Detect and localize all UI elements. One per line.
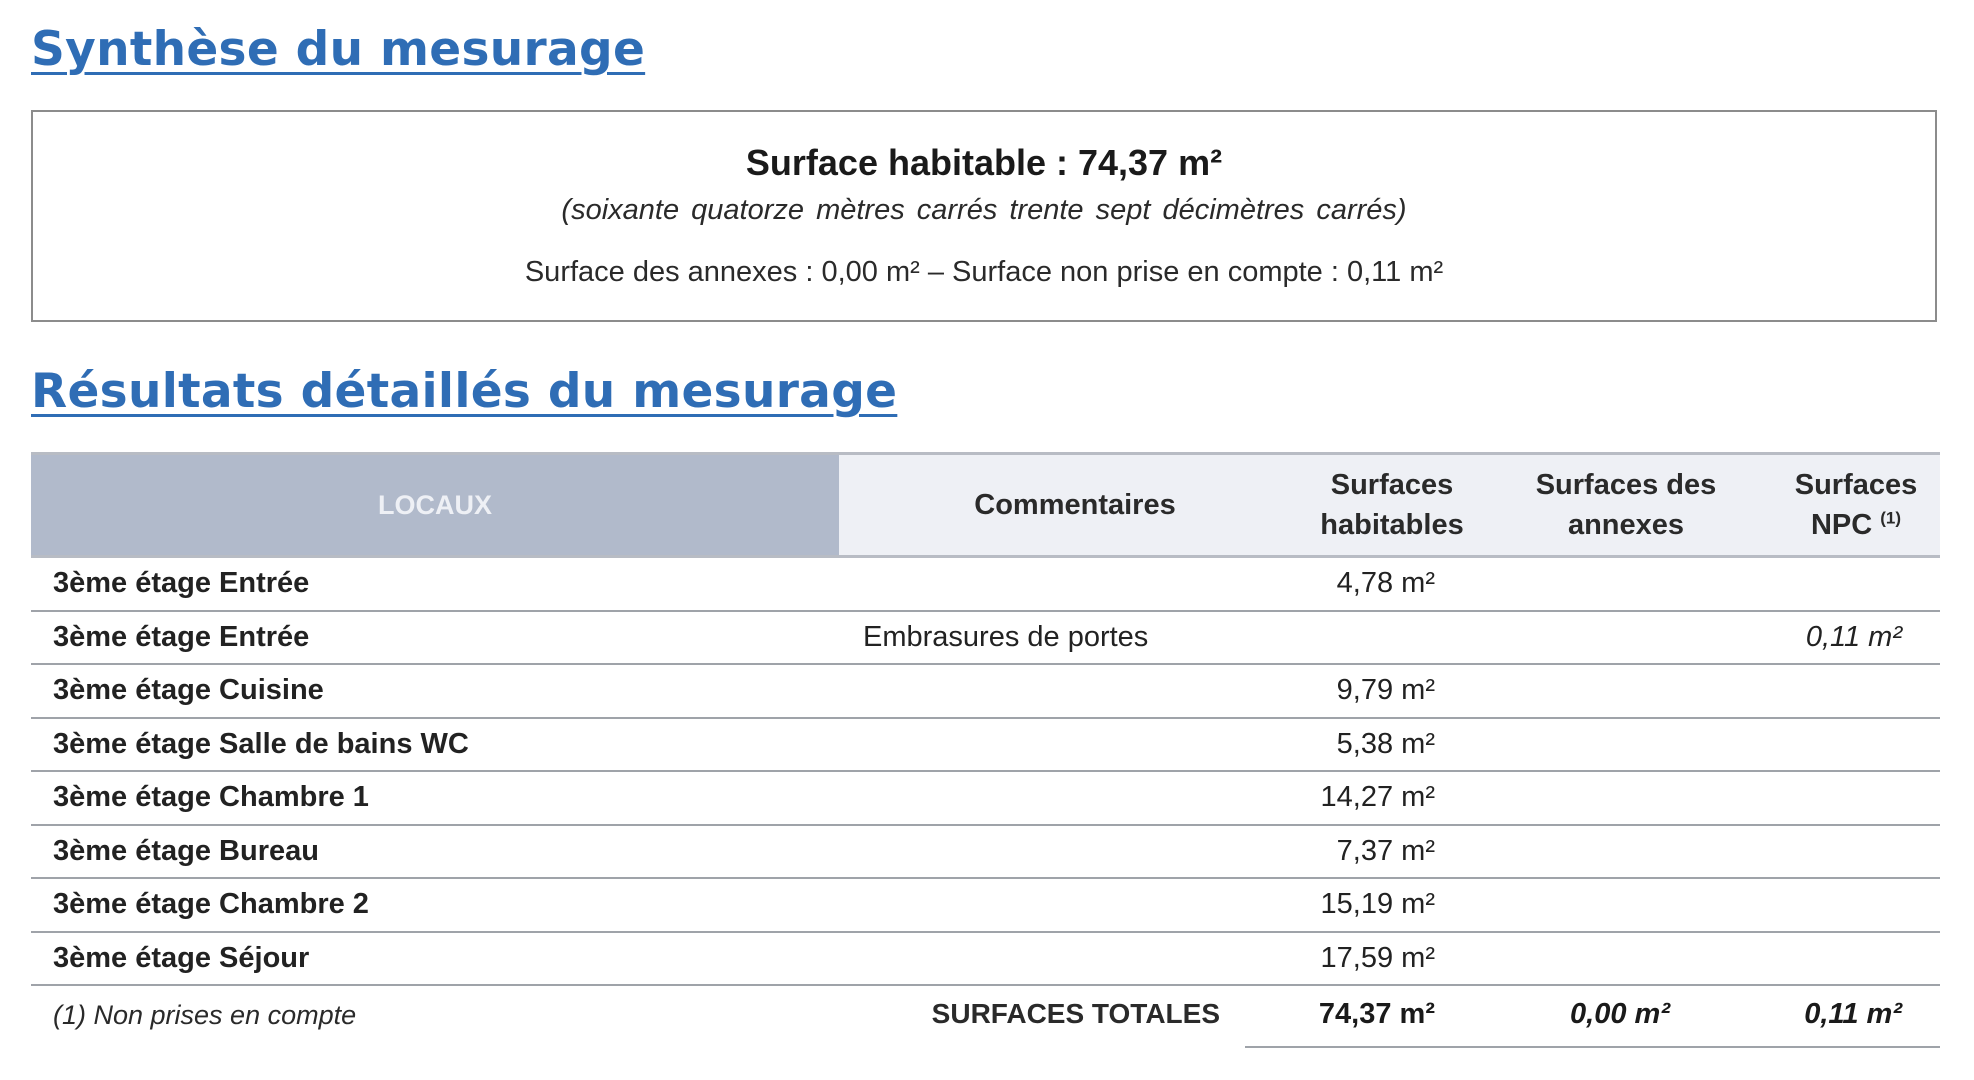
synthese-title: Synthèse du mesurage xyxy=(31,22,646,77)
row-surface-habitable: 17,59 m² xyxy=(1320,941,1435,974)
row-surface-habitable: 14,27 m² xyxy=(1320,781,1435,814)
table-row xyxy=(31,612,1940,666)
row-local: 3ème étage Entrée xyxy=(53,620,310,653)
surface-annexes-line: Surface des annexes : 0,00 m² – Surface non prise en compte : 0,11 m² xyxy=(524,256,1444,288)
footnote-npc: (1) Non prises en compte xyxy=(53,1000,357,1030)
row-surface-habitable: 7,37 m² xyxy=(1336,834,1435,867)
row-commentaire: Embrasures de portes xyxy=(863,620,1149,653)
row-local: 3ème étage Chambre 1 xyxy=(53,781,369,814)
row-local: 3ème étage Bureau xyxy=(53,834,319,867)
header-annexes-line2: annexes xyxy=(1567,509,1685,541)
header-npc-line2: NPC xyxy=(1810,509,1873,541)
resultats-title: Résultats détaillés du mesurage xyxy=(31,364,898,419)
row-local: 3ème étage Entrée xyxy=(53,567,310,600)
header-surfaces-annexes xyxy=(1501,455,1751,555)
header-annexes-line1: Surfaces des xyxy=(1535,469,1717,501)
row-local: 3ème étage Cuisine xyxy=(53,674,324,707)
row-surface-npc: 0,11 m² xyxy=(1805,620,1902,653)
table-row xyxy=(31,665,1940,719)
header-locaux: LOCAUX xyxy=(31,455,839,555)
row-local: 3ème étage Séjour xyxy=(53,941,310,974)
table-row xyxy=(31,933,1940,987)
total-surface-npc: 0,11 m² xyxy=(1804,998,1902,1030)
surface-habitable-in-words: (soixante quatorze mètres carrés trente sept décimètres carrés) xyxy=(561,194,1407,226)
totals-row xyxy=(31,986,1940,1056)
row-surface-habitable: 4,78 m² xyxy=(1336,567,1435,600)
row-surface-habitable: 15,19 m² xyxy=(1320,888,1435,921)
table-header xyxy=(31,452,1940,558)
table-row xyxy=(31,879,1940,933)
header-surfaces-habitables xyxy=(1267,455,1517,555)
table-row xyxy=(31,772,1940,826)
synthese-box xyxy=(31,110,1937,322)
total-surface-annexes: 0,00 m² xyxy=(1570,998,1670,1030)
total-surface-habitable: 74,37 m² xyxy=(1318,998,1435,1030)
resultats-table xyxy=(31,452,1940,1056)
row-local: 3ème étage Salle de bains WC xyxy=(53,727,469,760)
row-surface-habitable: 9,79 m² xyxy=(1336,674,1435,707)
header-habitables-line1: Surfaces xyxy=(1330,469,1454,501)
totals-underline xyxy=(1245,1046,1940,1048)
header-npc-footnote-mark: (1) xyxy=(1880,508,1902,528)
header-habitables-line2: habitables xyxy=(1320,509,1464,541)
totals-label: SURFACES TOTALES xyxy=(931,998,1220,1029)
header-commentaires: Commentaires xyxy=(974,489,1176,521)
table-row xyxy=(31,719,1940,773)
table-row xyxy=(31,558,1940,612)
header-surfaces-npc xyxy=(1731,455,1974,555)
row-surface-habitable: 5,38 m² xyxy=(1336,727,1435,760)
table-row xyxy=(31,826,1940,880)
row-local: 3ème étage Chambre 2 xyxy=(53,888,369,921)
surface-habitable-total: Surface habitable : 74,37 m² xyxy=(745,142,1223,183)
header-npc-line1: Surfaces xyxy=(1794,469,1918,501)
